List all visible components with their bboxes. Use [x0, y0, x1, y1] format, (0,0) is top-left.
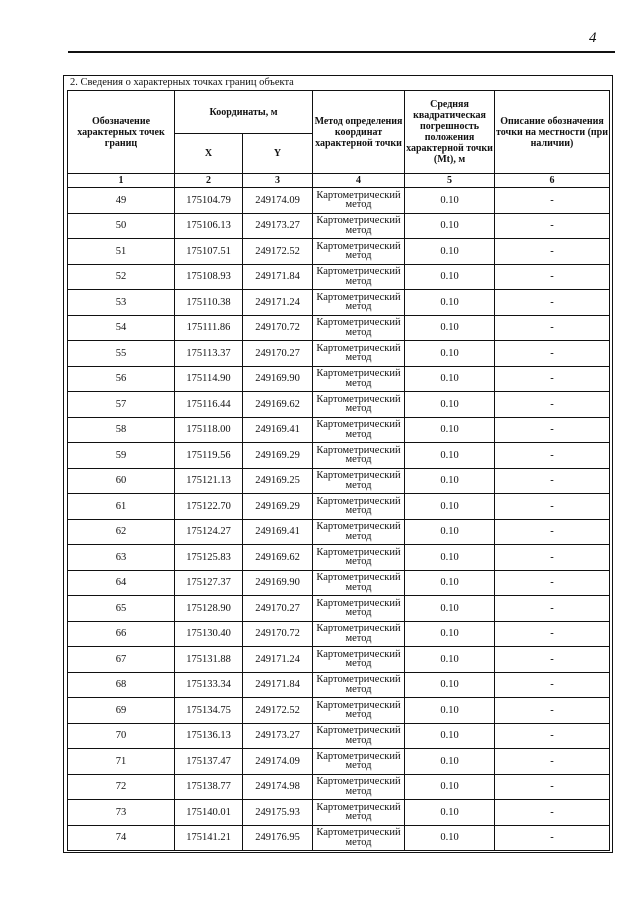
point-number: 59: [68, 443, 175, 469]
method-cell: [313, 545, 405, 571]
coord-y: 249169.29: [243, 443, 313, 469]
coord-y: 249169.90: [243, 366, 313, 392]
header-point-designation: Обозначение характерных точек границ: [68, 91, 175, 174]
method-line-2: метод: [345, 275, 372, 287]
method-line-1: Картометрический: [316, 240, 401, 252]
coord-y: 249171.24: [243, 290, 313, 316]
coord-y: 249176.95: [243, 825, 313, 851]
table-row: [68, 392, 610, 418]
error-value: 0.10: [405, 672, 495, 698]
error-value: 0.10: [405, 239, 495, 265]
error-value: 0.10: [405, 596, 495, 622]
error-value: 0.10: [405, 264, 495, 290]
header-x: X: [175, 134, 243, 174]
method-cell: [313, 290, 405, 316]
coord-x: 175131.88: [175, 647, 243, 673]
method-line-1: Картометрический: [316, 189, 401, 201]
error-value: 0.10: [405, 723, 495, 749]
table-row: [68, 188, 610, 214]
method-line-2: метод: [345, 683, 372, 695]
coord-y: 249172.52: [243, 698, 313, 724]
description-value: -: [495, 213, 610, 239]
coord-x: 175134.75: [175, 698, 243, 724]
coord-y: 249171.84: [243, 672, 313, 698]
coord-y: 249169.62: [243, 545, 313, 571]
method-line-2: метод: [345, 632, 372, 644]
coord-x: 175107.51: [175, 239, 243, 265]
method-cell: [313, 443, 405, 469]
coord-x: 175106.13: [175, 213, 243, 239]
method-line-1: Картометрический: [316, 699, 401, 711]
table-row: [68, 672, 610, 698]
point-number: 72: [68, 774, 175, 800]
point-number: 67: [68, 647, 175, 673]
point-number: 71: [68, 749, 175, 775]
table-row: [68, 570, 610, 596]
description-value: -: [495, 698, 610, 724]
coord-x: 175127.37: [175, 570, 243, 596]
column-number: 1: [68, 174, 175, 188]
point-number: 64: [68, 570, 175, 596]
description-value: -: [495, 825, 610, 851]
error-value: 0.10: [405, 698, 495, 724]
method-line-1: Картометрический: [316, 342, 401, 354]
point-number: 58: [68, 417, 175, 443]
table-row: [68, 723, 610, 749]
method-line-2: метод: [345, 454, 372, 466]
description-value: -: [495, 417, 610, 443]
description-value: -: [495, 519, 610, 545]
error-value: 0.10: [405, 519, 495, 545]
error-value: 0.10: [405, 341, 495, 367]
table-row: [68, 519, 610, 545]
header-coordinates: Координаты, м: [175, 91, 313, 134]
error-value: 0.10: [405, 188, 495, 214]
column-number: 2: [175, 174, 243, 188]
method-line-2: метод: [345, 505, 372, 517]
table-row: [68, 468, 610, 494]
method-cell: [313, 366, 405, 392]
coord-x: 175121.13: [175, 468, 243, 494]
point-number: 51: [68, 239, 175, 265]
page-number: 4: [589, 30, 597, 46]
coord-x: 175138.77: [175, 774, 243, 800]
point-number: 61: [68, 494, 175, 520]
method-line-2: метод: [345, 734, 372, 746]
coord-x: 175128.90: [175, 596, 243, 622]
method-line-1: Картометрический: [316, 368, 401, 380]
method-line-2: метод: [345, 530, 372, 542]
table-row: [68, 825, 610, 851]
description-value: -: [495, 596, 610, 622]
column-number: 5: [405, 174, 495, 188]
error-value: 0.10: [405, 366, 495, 392]
coord-x: 175130.40: [175, 621, 243, 647]
method-line-2: метод: [345, 581, 372, 593]
method-cell: [313, 417, 405, 443]
method-cell: [313, 188, 405, 214]
description-value: -: [495, 672, 610, 698]
method-cell: [313, 341, 405, 367]
method-cell: [313, 647, 405, 673]
error-value: 0.10: [405, 417, 495, 443]
description-value: -: [495, 774, 610, 800]
method-line-2: метод: [345, 224, 372, 236]
method-line-2: метод: [345, 199, 372, 211]
coord-y: 249170.72: [243, 315, 313, 341]
method-line-1: Картометрический: [316, 750, 401, 762]
point-number: 53: [68, 290, 175, 316]
coord-x: 175104.79: [175, 188, 243, 214]
table-row: [68, 749, 610, 775]
table-row: [68, 366, 610, 392]
header-description: Описание обозначения точки на местности (при наличии): [495, 91, 610, 174]
method-line-1: Картометрический: [316, 572, 401, 584]
method-cell: [313, 519, 405, 545]
coord-x: 175140.01: [175, 800, 243, 826]
method-line-2: метод: [345, 377, 372, 389]
coord-x: 175108.93: [175, 264, 243, 290]
coord-x: 175114.90: [175, 366, 243, 392]
description-value: -: [495, 341, 610, 367]
column-number: 6: [495, 174, 610, 188]
coord-y: 249170.72: [243, 621, 313, 647]
coord-y: 249169.41: [243, 417, 313, 443]
point-number: 63: [68, 545, 175, 571]
coord-y: 249170.27: [243, 596, 313, 622]
method-line-1: Картометрический: [316, 827, 401, 839]
coord-y: 249169.29: [243, 494, 313, 520]
method-cell: [313, 723, 405, 749]
point-number: 62: [68, 519, 175, 545]
method-cell: [313, 825, 405, 851]
method-cell: [313, 774, 405, 800]
coord-y: 249169.90: [243, 570, 313, 596]
method-line-1: Картометрический: [316, 393, 401, 405]
coord-y: 249174.09: [243, 749, 313, 775]
column-number: 4: [313, 174, 405, 188]
table-row: [68, 315, 610, 341]
method-line-2: метод: [345, 326, 372, 338]
coord-y: 249174.09: [243, 188, 313, 214]
point-number: 55: [68, 341, 175, 367]
method-cell: [313, 392, 405, 418]
coord-x: 175111.86: [175, 315, 243, 341]
point-number: 68: [68, 672, 175, 698]
method-line-1: Картометрический: [316, 623, 401, 635]
description-value: -: [495, 800, 610, 826]
header-error: Средняя квадратическая погрешность положения характерной точки (Mt), м: [405, 91, 495, 174]
coord-y: 249169.41: [243, 519, 313, 545]
coord-x: 175125.83: [175, 545, 243, 571]
point-number: 65: [68, 596, 175, 622]
header-y: Y: [243, 134, 313, 174]
table-row: [68, 443, 610, 469]
table-row: [68, 213, 610, 239]
method-line-2: метод: [345, 556, 372, 568]
description-value: -: [495, 647, 610, 673]
coord-x: 175137.47: [175, 749, 243, 775]
point-number: 50: [68, 213, 175, 239]
point-number: 69: [68, 698, 175, 724]
method-line-1: Картометрический: [316, 419, 401, 431]
point-number: 56: [68, 366, 175, 392]
method-cell: [313, 596, 405, 622]
table-row: [68, 545, 610, 571]
header-method: Метод определения координат характерной точки: [313, 91, 405, 174]
error-value: 0.10: [405, 290, 495, 316]
coord-x: 175113.37: [175, 341, 243, 367]
description-value: -: [495, 315, 610, 341]
coord-y: 249175.93: [243, 800, 313, 826]
table-row: [68, 417, 610, 443]
method-line-1: Картометрический: [316, 597, 401, 609]
method-line-2: метод: [345, 403, 372, 415]
error-value: 0.10: [405, 545, 495, 571]
method-line-2: метод: [345, 250, 372, 262]
coord-x: 175124.27: [175, 519, 243, 545]
method-cell: [313, 213, 405, 239]
error-value: 0.10: [405, 468, 495, 494]
coord-x: 175119.56: [175, 443, 243, 469]
method-line-1: Картометрический: [316, 648, 401, 660]
description-value: -: [495, 723, 610, 749]
description-value: -: [495, 188, 610, 214]
table-row: [68, 341, 610, 367]
table-row: [68, 596, 610, 622]
table-row: [68, 290, 610, 316]
method-line-2: метод: [345, 301, 372, 313]
method-line-1: Картометрический: [316, 521, 401, 533]
coord-x: 175133.34: [175, 672, 243, 698]
point-number: 49: [68, 188, 175, 214]
description-value: -: [495, 392, 610, 418]
method-line-1: Картометрический: [316, 801, 401, 813]
point-number: 54: [68, 315, 175, 341]
method-line-1: Картометрический: [316, 725, 401, 737]
method-line-1: Картометрический: [316, 215, 401, 227]
error-value: 0.10: [405, 443, 495, 469]
error-value: 0.10: [405, 621, 495, 647]
method-line-1: Картометрический: [316, 266, 401, 278]
method-cell: [313, 800, 405, 826]
error-value: 0.10: [405, 647, 495, 673]
method-cell: [313, 749, 405, 775]
method-line-2: метод: [345, 836, 372, 848]
table-row: [68, 239, 610, 265]
coord-y: 249174.98: [243, 774, 313, 800]
description-value: -: [495, 366, 610, 392]
method-line-1: Картометрический: [316, 674, 401, 686]
method-cell: [313, 494, 405, 520]
method-line-2: метод: [345, 760, 372, 772]
method-line-2: метод: [345, 785, 372, 797]
point-number: 52: [68, 264, 175, 290]
section-title: 2. Сведения о характерных точках границ объекта: [70, 77, 294, 88]
method-line-2: метод: [345, 352, 372, 364]
header-rule: [68, 51, 615, 53]
point-number: 70: [68, 723, 175, 749]
method-cell: [313, 264, 405, 290]
method-line-1: Картометрический: [316, 317, 401, 329]
method-line-2: метод: [345, 607, 372, 619]
method-line-2: метод: [345, 479, 372, 491]
error-value: 0.10: [405, 570, 495, 596]
method-line-1: Картометрический: [316, 470, 401, 482]
method-line-1: Картометрический: [316, 291, 401, 303]
method-cell: [313, 621, 405, 647]
error-value: 0.10: [405, 749, 495, 775]
coord-y: 249169.25: [243, 468, 313, 494]
method-line-2: метод: [345, 658, 372, 670]
description-value: -: [495, 468, 610, 494]
coord-x: 175118.00: [175, 417, 243, 443]
coord-y: 249173.27: [243, 213, 313, 239]
method-line-1: Картометрический: [316, 495, 401, 507]
method-cell: [313, 315, 405, 341]
coord-y: 249171.24: [243, 647, 313, 673]
error-value: 0.10: [405, 825, 495, 851]
coord-x: 175141.21: [175, 825, 243, 851]
point-number: 66: [68, 621, 175, 647]
coord-y: 249172.52: [243, 239, 313, 265]
coord-y: 249171.84: [243, 264, 313, 290]
table-row: [68, 774, 610, 800]
method-line-1: Картометрический: [316, 444, 401, 456]
description-value: -: [495, 264, 610, 290]
method-line-2: метод: [345, 709, 372, 721]
table-body: [68, 188, 610, 851]
coord-y: 249173.27: [243, 723, 313, 749]
method-cell: [313, 468, 405, 494]
method-cell: [313, 239, 405, 265]
point-number: 74: [68, 825, 175, 851]
error-value: 0.10: [405, 800, 495, 826]
error-value: 0.10: [405, 213, 495, 239]
description-value: -: [495, 290, 610, 316]
description-value: -: [495, 443, 610, 469]
column-number: 3: [243, 174, 313, 188]
method-cell: [313, 672, 405, 698]
method-line-1: Картометрический: [316, 776, 401, 788]
error-value: 0.10: [405, 774, 495, 800]
coord-x: 175110.38: [175, 290, 243, 316]
description-value: -: [495, 570, 610, 596]
error-value: 0.10: [405, 392, 495, 418]
coord-x: 175116.44: [175, 392, 243, 418]
error-value: 0.10: [405, 494, 495, 520]
description-value: -: [495, 239, 610, 265]
coord-y: 249170.27: [243, 341, 313, 367]
method-cell: [313, 698, 405, 724]
description-value: -: [495, 621, 610, 647]
description-value: -: [495, 494, 610, 520]
method-line-2: метод: [345, 811, 372, 823]
table-row: [68, 621, 610, 647]
method-cell: [313, 570, 405, 596]
error-value: 0.10: [405, 315, 495, 341]
table-row: [68, 647, 610, 673]
description-value: -: [495, 749, 610, 775]
table-row: [68, 800, 610, 826]
table-row: [68, 494, 610, 520]
table-row: [68, 264, 610, 290]
method-line-1: Картометрический: [316, 546, 401, 558]
coord-y: 249169.62: [243, 392, 313, 418]
point-number: 57: [68, 392, 175, 418]
coord-x: 175136.13: [175, 723, 243, 749]
coord-x: 175122.70: [175, 494, 243, 520]
point-number: 60: [68, 468, 175, 494]
description-value: -: [495, 545, 610, 571]
boundary-points-table: [67, 90, 610, 851]
point-number: 73: [68, 800, 175, 826]
table-row: [68, 698, 610, 724]
method-line-2: метод: [345, 428, 372, 440]
